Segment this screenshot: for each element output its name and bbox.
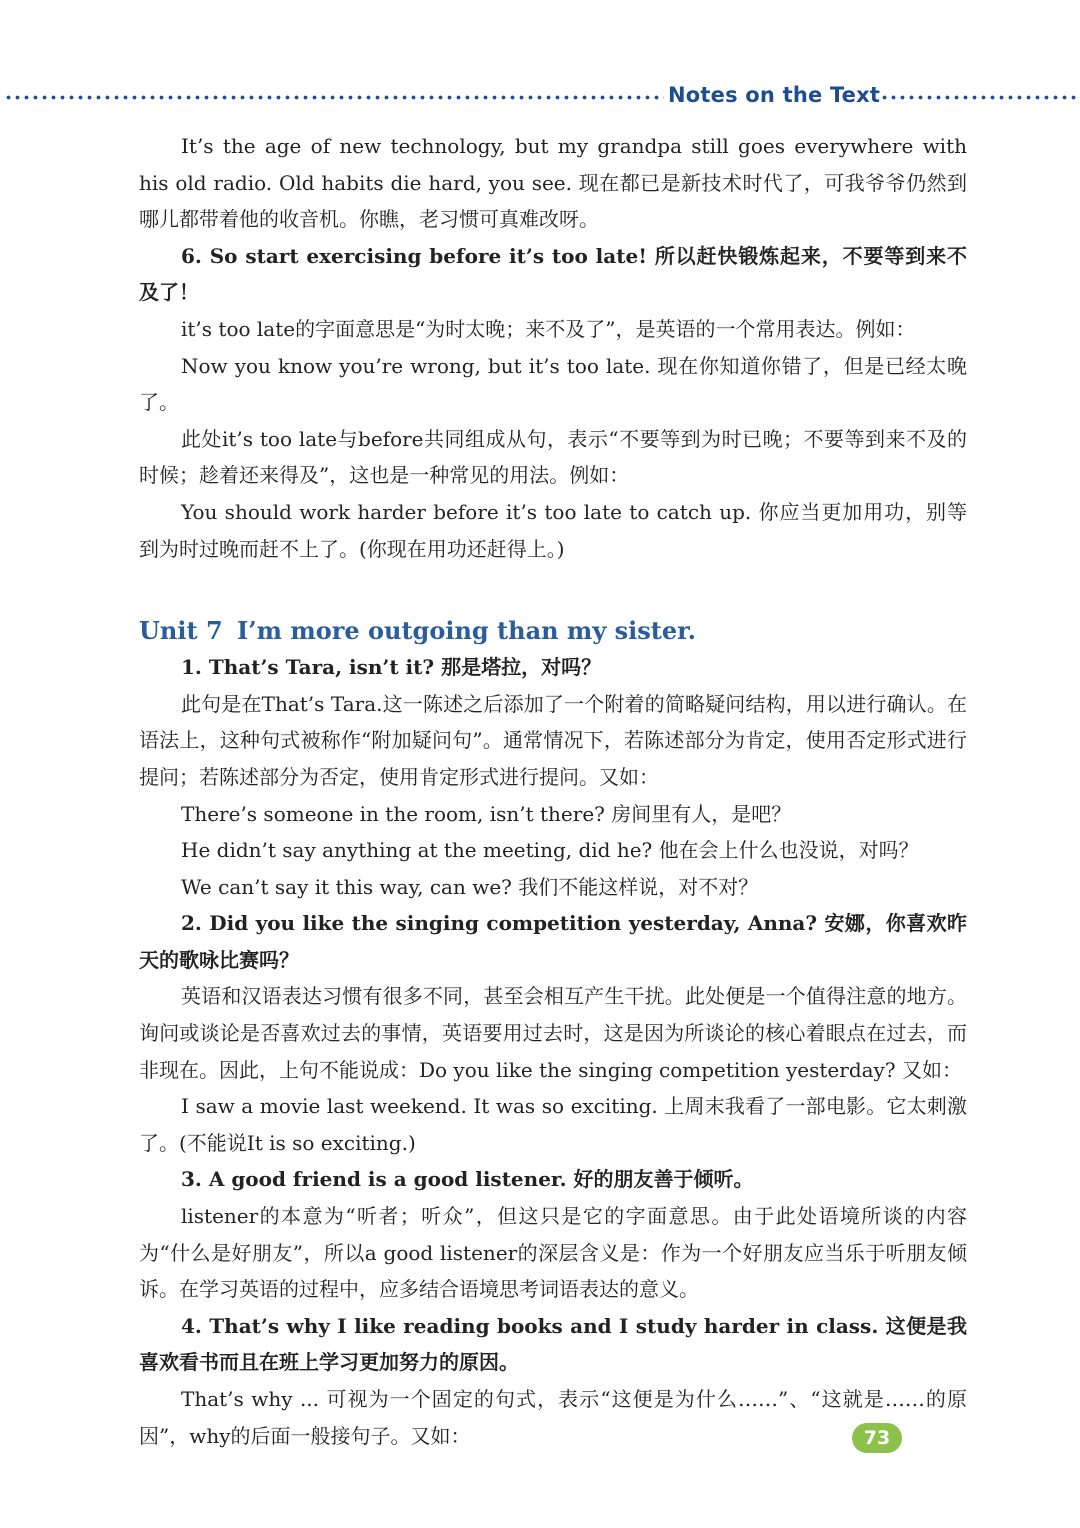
note-heading-4: 4. That’s why I like reading books and I study harder in class. 这便是我喜欢看书而且在班上学习更加努力的原因。 bbox=[139, 1313, 967, 1375]
unit-title: I’m more outgoing than my sister. bbox=[237, 616, 696, 646]
header-dotted-rule-right bbox=[880, 95, 1080, 100]
example-paragraph: He didn’t say anything at the meeting, did he? 他在会上什么也没说，对吗？ bbox=[181, 838, 919, 863]
explanation-paragraph: That’s why ... 可视为一个固定的句式，表示“这便是为什么……”、“这就是……的原因”，why的后面一般接句子。又如： bbox=[139, 1387, 967, 1448]
example-paragraph: Now you know you’re wrong, but it’s too late. 现在你知道你错了，但是已经太晚了。 bbox=[139, 353, 967, 415]
explanation-paragraph: it’s too late的字面意思是“为时太晚；来不及了”，是英语的一个常用表达。例如： bbox=[181, 316, 916, 341]
header-dotted-rule-left bbox=[4, 95, 664, 100]
page-body bbox=[139, 128, 967, 1454]
example-paragraph: There’s someone in the room, isn’t there? 房间里有人，是吧？ bbox=[181, 801, 792, 826]
page-number: 73 bbox=[863, 1427, 891, 1449]
page-number-badge bbox=[852, 1423, 902, 1453]
unit-heading bbox=[139, 613, 967, 649]
example-paragraph: It’s the age of new technology, but my grandpa still goes everywhere with his old radio. Old habits die hard, you see. 现在都已是新技术时代了，可我爷爷仍然到哪儿都带着他的收音机。你瞧，老习惯可真难改呀。 bbox=[139, 134, 967, 232]
explanation-paragraph: 此句是在That’s Tara.这一陈述之后添加了一个附着的简略疑问结构，用以进行确认。在语法上，这种句式被称作“附加疑问句”。通常情况下，若陈述部分为肯定，使用否定形式进行提问；若陈述部分为否定，使用肯定形式进行提问。又如： bbox=[139, 691, 967, 789]
section-title: Notes on the Text bbox=[668, 83, 881, 107]
example-paragraph: You should work harder before it’s too late to catch up. 你应当更加用功，别等到为时过晚而赶不上了。(你现在用功还赶得上。) bbox=[139, 499, 967, 561]
running-header bbox=[0, 82, 1080, 112]
unit-number: Unit 7 bbox=[139, 616, 223, 646]
note-heading-2: 2. Did you like the singing competition yesterday, Anna? 安娜，你喜欢昨天的歌咏比赛吗？ bbox=[139, 911, 967, 972]
explanation-paragraph: 英语和汉语表达习惯有很多不同，甚至会相互产生干扰。此处便是一个值得注意的地方。询问或谈论是否喜欢过去的事情，英语要用过去时，这是因为所谈论的核心着眼点在过去，而非现在。因此，上句不能说成：Do you like the singing competition yesterday? 又如： bbox=[139, 984, 967, 1082]
explanation-paragraph: listener的本意为“听者；听众”，但这只是它的字面意思。由于此处语境所谈的内容为“什么是好朋友”，所以a good listener的深层含义是：作为一个好朋友应当乐于听朋友倾诉。在学习英语的过程中，应多结合语境思考词语表达的意义。 bbox=[139, 1204, 967, 1302]
example-paragraph: We can’t say it this way, can we? 我们不能这样说，对不对？ bbox=[181, 874, 759, 899]
note-heading-1: 1. That’s Tara, isn’t it? 那是塔拉，对吗？ bbox=[181, 655, 602, 680]
example-paragraph: I saw a movie last weekend. It was so exciting. 上周末我看了一部电影。它太刺激了。(不能说It is so exciting.) bbox=[139, 1094, 967, 1155]
note-heading-3: 3. A good friend is a good listener. 好的朋友善于倾听。 bbox=[181, 1167, 754, 1192]
note-heading-6: 6. So start exercising before it’s too late! 所以赶快锻炼起来，不要等到来不及了！ bbox=[139, 243, 967, 305]
explanation-paragraph: 此处it’s too late与before共同组成从句，表示“不要等到为时已晚；不要等到来不及的时候；趁着还来得及”，这也是一种常见的用法。例如： bbox=[139, 426, 967, 488]
